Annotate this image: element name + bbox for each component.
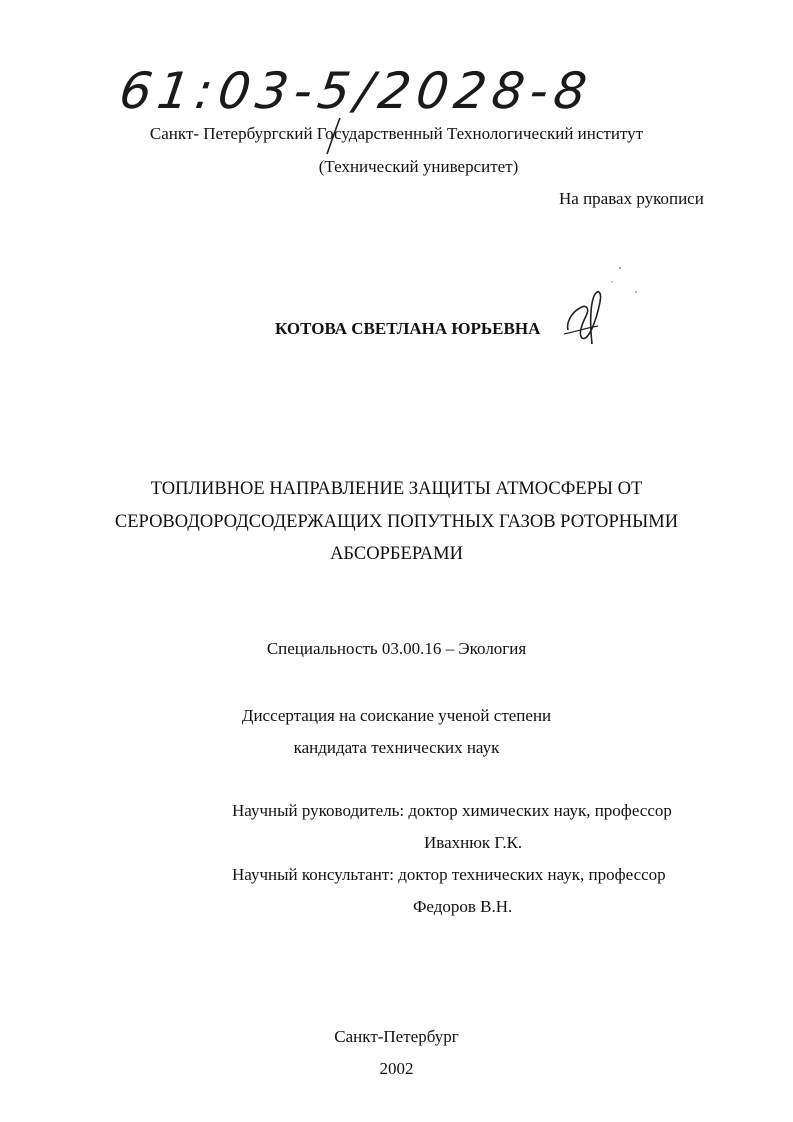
- institution-name: Санкт- Петербургский Государственный Технологический институт: [149, 124, 644, 143]
- dissertation-title-line-2: СЕРОВОДОРОДСОДЕРЖАЩИХ ПОПУТНЫХ ГАЗОВ РОТОРНЫМИ: [114, 512, 679, 532]
- supervisor-name: Ивахнюк Г.К.: [424, 833, 523, 852]
- consultant-name: Федоров В.Н.: [413, 897, 513, 916]
- author-name: КОТОВА СВЕТЛАНА ЮРЬЕВНА: [275, 319, 541, 338]
- dissertation-title-line-1: ТОПЛИВНОЕ НАПРАВЛЕНИЕ ЗАЩИТЫ АТМОСФЕРЫ ОТ: [150, 479, 643, 499]
- year: 2002: [379, 1059, 414, 1078]
- institution-subtitle: (Технический университет): [318, 157, 519, 176]
- author-signature: [560, 282, 620, 352]
- specialty: Специальность 03.00.16 – Экология: [266, 639, 527, 658]
- rights-note: На правах рукописи: [559, 189, 704, 208]
- supervisor-label: Научный руководитель: доктор химических наук, профессор: [232, 801, 672, 820]
- city: Санкт-Петербург: [334, 1027, 459, 1046]
- consultant-label: Научный консультант: доктор технических наук, профессор: [232, 865, 666, 884]
- degree-line-1: Диссертация на соискание ученой степени: [241, 706, 552, 725]
- degree-line-2: кандидата технических наук: [293, 738, 500, 757]
- handwritten-registration-number: 61:03-5/2028-8: [115, 62, 596, 120]
- dissertation-title-line-3: АБСОРБЕРАМИ: [330, 544, 463, 564]
